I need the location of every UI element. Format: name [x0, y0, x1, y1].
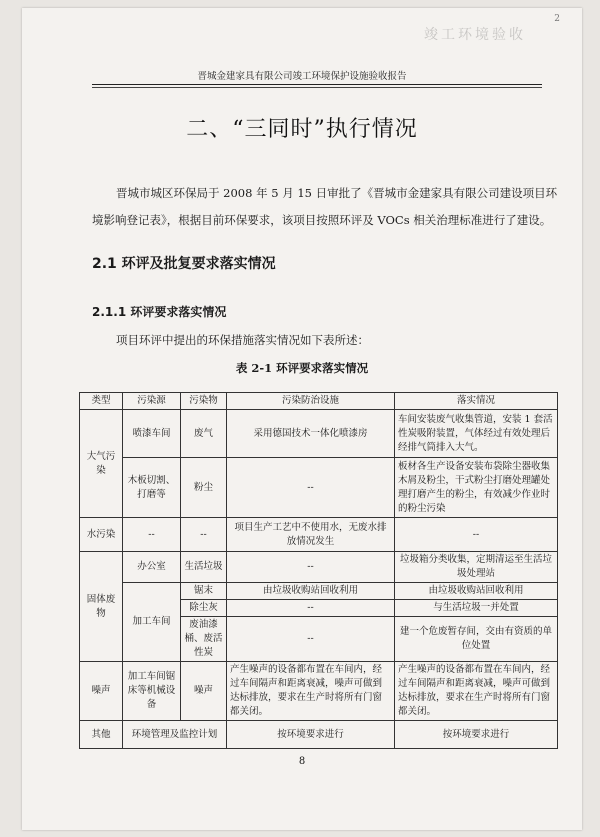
status-cell: 按环境要求进行 [395, 721, 558, 749]
measure-cell: -- [227, 600, 395, 617]
measure-cell: 由垃圾收购站回收利用 [227, 583, 395, 600]
header-type: 类型 [80, 393, 123, 410]
source-cell: 加工车间 [123, 583, 181, 662]
table-row [80, 662, 558, 721]
status-cell: 板材各生产设备安装布袋除尘器收集木屑及粉尘，干式粉尘打磨处理罐处理打磨产生的粉尘，有效减少作业时的粉尘污染 [395, 458, 558, 518]
pollutant-cell: 生活垃圾 [181, 552, 227, 583]
table-row [80, 518, 558, 552]
measure-cell: 项目生产工艺中不使用水，无废水排放情况发生 [227, 518, 395, 552]
type-cell-air: 大气污染 [80, 410, 123, 518]
status-cell: 垃圾箱分类收集，定期清运至生活垃圾处理站 [395, 552, 558, 583]
table-row [80, 458, 558, 518]
lead-paragraph: 项目环评中提出的环保措施落实情况如下表所述： [116, 333, 369, 347]
source-cell: 办公室 [123, 552, 181, 583]
status-cell: -- [395, 518, 558, 552]
table-caption: 表 2-1 环评要求落实情况 [235, 361, 369, 375]
type-cell-other: 其他 [80, 721, 123, 749]
measure-cell: -- [227, 552, 395, 583]
table-header-row [80, 393, 558, 410]
pollutant-cell: 废气 [181, 410, 227, 458]
header-source: 污染源 [123, 393, 181, 410]
document-page [22, 8, 582, 830]
type-cell-water: 水污染 [80, 518, 123, 552]
status-cell: 由垃圾收购站回收利用 [395, 583, 558, 600]
type-cell-solid: 固体废物 [80, 552, 123, 662]
section-title: 二、“三同时”执行情况 [186, 117, 418, 142]
header-rule-thin [92, 87, 542, 88]
pollutant-cell: 废油漆桶、废活性炭 [181, 617, 227, 662]
source-cell: 木板切割、打磨等 [123, 458, 181, 518]
table-row [80, 721, 558, 749]
source-cell: 喷漆车间 [123, 410, 181, 458]
pollutant-cell: 锯末 [181, 583, 227, 600]
table-row [80, 410, 558, 458]
scan-stamp [394, 18, 564, 52]
corner-mark: 2 [554, 14, 560, 24]
table-row [80, 583, 558, 600]
measure-cell: -- [227, 458, 395, 518]
status-cell: 产生噪声的设备都布置在车间内，经过车间隔声和距离衰减，噪声可做到达标排放，要求在生产时将所有门窗都关闭。 [395, 662, 558, 721]
measure-cell: 按环境要求进行 [227, 721, 395, 749]
header-rule [92, 84, 542, 85]
pollutant-cell: 粉尘 [181, 458, 227, 518]
page-number: 8 [298, 756, 306, 767]
requirements-table [79, 392, 558, 749]
header-status: 落实情况 [395, 393, 558, 410]
measure-cell: 产生噪声的设备都布置在车间内，经过车间隔声和距离衰减，噪声可做到达标排放，要求在生产时将所有门窗都关闭。 [227, 662, 395, 721]
header-pollutant: 污染物 [181, 393, 227, 410]
status-cell: 车间安装废气收集管道，安装 1 套活性炭吸附装置，气体经过有效处理后经排气筒排入大气。 [395, 410, 558, 458]
pollutant-cell: -- [181, 518, 227, 552]
measure-cell: -- [227, 617, 395, 662]
source-cell: 加工车间锯床等机械设备 [123, 662, 181, 721]
pollutant-cell: 噪声 [181, 662, 227, 721]
header-measure: 污染防治设施 [227, 393, 395, 410]
subsection-heading: 2.1 环评及批复要求落实情况 [92, 256, 276, 272]
source-cell: -- [123, 518, 181, 552]
stamp-text: 竣工环境验收 [424, 27, 526, 43]
pollutant-cell: 除尘灰 [181, 600, 227, 617]
status-cell: 建一个危废暂存间，交由有资质的单位处置 [395, 617, 558, 662]
intro-paragraph: 晋城市城区环保局于 2008 年 5 月 15 日审批了《晋城市金建家具有限公司建设项目环境影响登记表》，根据目前环保要求，该项目按照环评及 VOCs 相关治理标准进行了建设。 [92, 186, 558, 227]
type-cell-noise: 噪声 [80, 662, 123, 721]
status-cell: 与生活垃圾一并处置 [395, 600, 558, 617]
measure-cell: 采用德国技术一体化喷漆房 [227, 410, 395, 458]
table-row [80, 552, 558, 583]
sub-subsection-heading: 2.1.1 环评要求落实情况 [92, 305, 227, 319]
running-header: 晋城金建家具有限公司竣工环境保护设施验收报告 [197, 71, 407, 82]
source-cell: 环境管理及监控计划 [123, 721, 227, 749]
